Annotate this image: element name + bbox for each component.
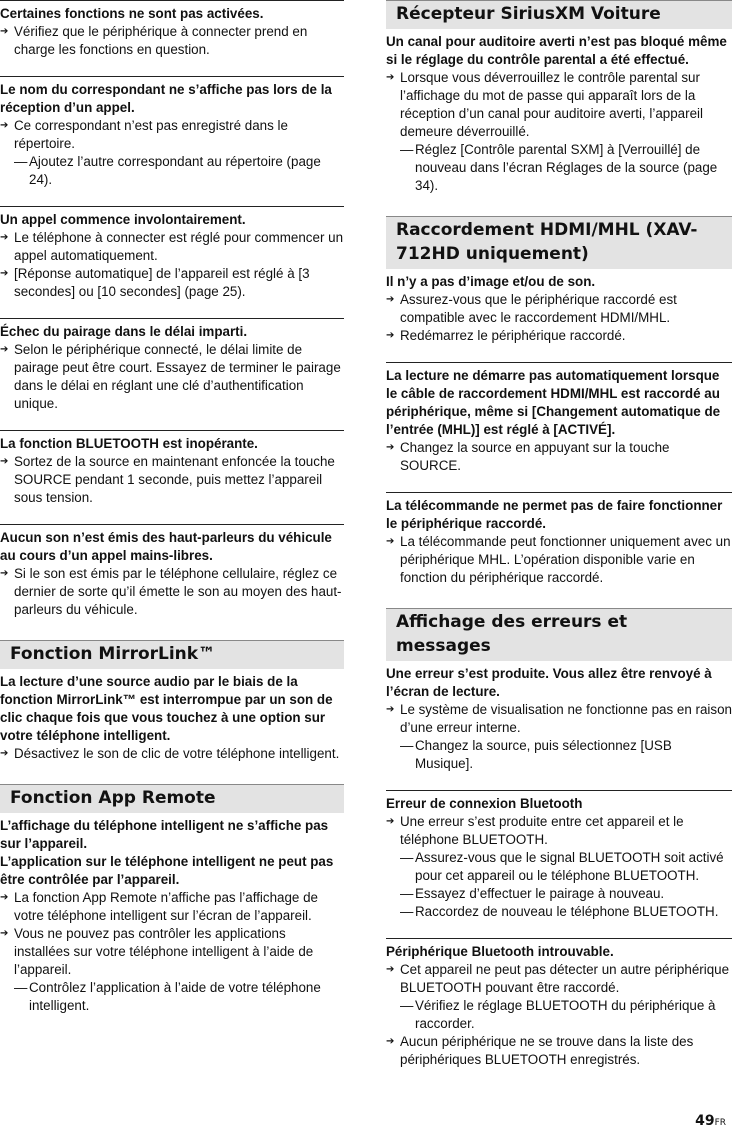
solution-bullet: ➔ Lorsque vous déverrouillez le contrôle parental sur l’affichage du mot de passe qui apparaît lors de la réception d’un canal pour auditoire averti, l’appareil demeure déverrouillé. — [386, 69, 732, 141]
solution-bullet: ➔ Assurez-vous que le périphérique raccordé est compatible avec le raccordement HDMI/MHL. — [386, 291, 732, 327]
problem-heading: L’affichage du téléphone intelligent ne s’affiche pas sur l’appareil. — [0, 818, 329, 851]
problem-heading: Échec du pairage dans le délai imparti. — [0, 324, 248, 339]
page-number — [695, 1112, 726, 1132]
solution-sub-item: — Changez la source, puis sélectionnez [USB Musique]. — [386, 737, 732, 773]
solution-bullet: ➔ Changez la source en appuyant sur la touche SOURCE. — [386, 439, 732, 475]
troubleshoot-entry — [0, 206, 344, 318]
solution-bullet: ➔ Selon le périphérique connecté, le délai limite de pairage peut être court. Essayez de terminer le pairage dans le délai en réglant une clé d’authentification unique. — [0, 341, 344, 413]
left-column — [0, 0, 344, 1032]
problem-heading: Aucun son n’est émis des haut-parleurs du véhicule au cours d’un appel mains-libres. — [0, 530, 332, 563]
solution-bullet: ➔ La fonction App Remote n’affiche pas l’affichage de votre téléphone intelligent sur l’écran de l’appareil. — [0, 889, 344, 925]
section-heading-mirrorlink: Fonction MirrorLink™ — [0, 640, 344, 669]
solution-bullet: ➔ Vérifiez que le périphérique à connecter prend en charge les fonctions en question. — [0, 23, 344, 59]
troubleshoot-entry — [0, 318, 344, 430]
section-heading-hdmi-mhl: Raccordement HDMI/MHL (XAV-712HD uniquement) — [386, 216, 732, 269]
section-heading-app-remote: Fonction App Remote — [0, 784, 344, 813]
solution-bullet: ➔ [Réponse automatique] de l’appareil est réglé à [3 secondes] ou [10 secondes] (page 25). — [0, 265, 344, 301]
problem-heading: Périphérique Bluetooth introuvable. — [386, 944, 614, 959]
solution-bullet: ➔ Désactivez le son de clic de votre téléphone intelligent. — [0, 745, 344, 763]
solution-bullet: ➔ La télécommande peut fonctionner uniquement avec un périphérique MHL. L’opération disponible varie en fonction du périphérique raccordé. — [386, 533, 732, 587]
troubleshoot-entry — [0, 76, 344, 206]
section-heading-siriusxm: Récepteur SiriusXM Voiture — [386, 0, 732, 29]
troubleshoot-entry — [0, 813, 344, 1032]
page-language-code: FR — [714, 1118, 726, 1128]
section-heading-errors-messages: Affichage des erreurs et messages — [386, 608, 732, 661]
problem-heading: Le nom du correspondant ne s’affiche pas lors de la réception d’un appel. — [0, 82, 332, 115]
problem-heading: La lecture d’une source audio par le biais de la fonction MirrorLink™ est interrompue par un son de clic chaque fois que vous touchez à une option sur votre téléphone intelligent. — [0, 674, 333, 743]
solution-sub-item: — Raccordez de nouveau le téléphone BLUETOOTH. — [386, 903, 732, 921]
problem-heading: La lecture ne démarre pas automatiquement lorsque le câble de raccordement HDMI/MHL est raccordé au périphérique, même si [Changement automatique de l’entrée (MHL)] est réglé à [ACTIVÉ]. — [386, 368, 721, 437]
troubleshoot-entry — [0, 0, 344, 76]
solution-bullet: ➔ Le téléphone à connecter est réglé pour commencer un appel automatiquement. — [0, 229, 344, 265]
problem-heading: Un canal pour auditoire averti n’est pas bloqué même si le réglage du contrôle parental a été effectué. — [386, 34, 727, 67]
problem-heading: L’application sur le téléphone intelligent ne peut pas être contrôlée par l’appareil. — [0, 854, 334, 887]
solution-bullet: ➔ Le système de visualisation ne fonctionne pas en raison d’une erreur interne. — [386, 701, 732, 737]
solution-bullet: ➔ Vous ne pouvez pas contrôler les applications installées sur votre téléphone intelligent à l’aide de l’appareil. — [0, 925, 344, 979]
troubleshoot-entry — [386, 790, 732, 938]
troubleshoot-entry — [386, 362, 732, 492]
page-number-value: 49 — [695, 1113, 715, 1129]
troubleshoot-entry — [386, 269, 732, 362]
solution-bullet: ➔ Sortez de la source en maintenant enfoncée la touche SOURCE pendant 1 seconde, puis mettez l’appareil sous tension. — [0, 453, 344, 507]
solution-bullet: ➔ Cet appareil ne peut pas détecter un autre périphérique BLUETOOTH pouvant être raccordé. — [386, 961, 732, 997]
problem-heading: Il n’y a pas d’image et/ou de son. — [386, 274, 596, 289]
troubleshoot-entry — [0, 430, 344, 524]
solution-bullet: ➔ Aucun périphérique ne se trouve dans la liste des périphériques BLUETOOTH enregistrés. — [386, 1033, 732, 1069]
problem-heading: Un appel commence involontairement. — [0, 212, 246, 227]
problem-heading: Certaines fonctions ne sont pas activées. — [0, 6, 264, 21]
troubleshoot-entry — [386, 661, 732, 790]
solution-sub-item: — Réglez [Contrôle parental SXM] à [Verrouillé] de nouveau dans l’écran Réglages de la source (page 34). — [386, 141, 732, 195]
problem-heading: Erreur de connexion Bluetooth — [386, 796, 583, 811]
solution-bullet: ➔ Redémarrez le périphérique raccordé. — [386, 327, 732, 345]
solution-sub-item: — Ajoutez l’autre correspondant au répertoire (page 24). — [0, 153, 344, 189]
solution-bullet: ➔ Si le son est émis par le téléphone cellulaire, réglez ce dernier de sorte qu’il émette le son au moyen des haut-parleurs du véhicule. — [0, 565, 344, 619]
solution-bullet: ➔ Ce correspondant n’est pas enregistré dans le répertoire. — [0, 117, 344, 153]
troubleshoot-entry — [0, 669, 344, 780]
troubleshoot-entry — [386, 29, 732, 212]
solution-sub-item: — Contrôlez l’application à l’aide de votre téléphone intelligent. — [0, 979, 344, 1015]
right-column — [386, 0, 732, 1086]
solution-sub-item: — Vérifiez le réglage BLUETOOTH du périphérique à raccorder. — [386, 997, 732, 1033]
troubleshoot-entry — [0, 524, 344, 636]
troubleshoot-entry — [386, 938, 732, 1086]
troubleshoot-entry — [386, 492, 732, 604]
solution-sub-item: — Essayez d’effectuer le pairage à nouveau. — [386, 885, 732, 903]
solution-sub-item: — Assurez-vous que le signal BLUETOOTH soit activé pour cet appareil ou le téléphone BLUETOOTH. — [386, 849, 732, 885]
solution-bullet: ➔ Une erreur s’est produite entre cet appareil et le téléphone BLUETOOTH. — [386, 813, 732, 849]
problem-heading: Une erreur s’est produite. Vous allez être renvoyé à l’écran de lecture. — [386, 666, 712, 699]
problem-heading: La télécommande ne permet pas de faire fonctionner le périphérique raccordé. — [386, 498, 723, 531]
problem-heading: La fonction BLUETOOTH est inopérante. — [0, 436, 258, 451]
